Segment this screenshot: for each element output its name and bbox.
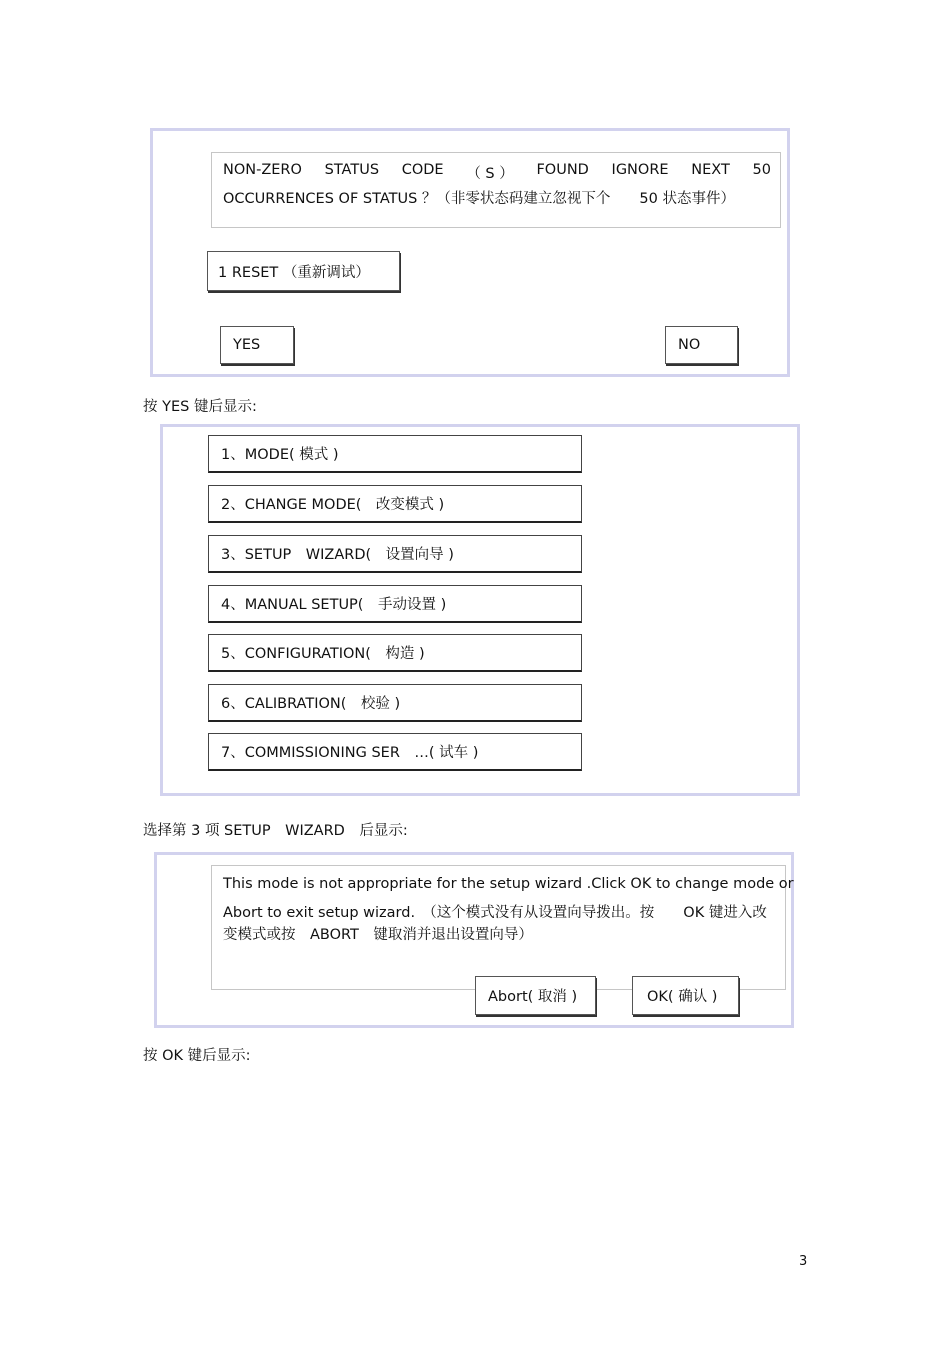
- menu-item-configuration[interactable]: 5、CONFIGURATION( 构造 ): [208, 634, 582, 672]
- ok-button[interactable]: OK( 确认 ): [632, 976, 739, 1015]
- status-message-word: 50: [752, 162, 771, 178]
- menu-item-manual-setup[interactable]: 4、MANUAL SETUP( 手动设置 ): [208, 585, 582, 623]
- status-message-line1: [223, 162, 771, 183]
- status-message-word: IGNORE: [611, 162, 669, 178]
- page-number: 3: [799, 1254, 808, 1269]
- caption-after-ok: 按 OK 键后显示:: [143, 1048, 251, 1064]
- status-message-word: （ S ）: [466, 166, 514, 182]
- status-message-word: STATUS: [324, 162, 380, 178]
- no-button[interactable]: NO: [665, 326, 738, 364]
- status-message-line2: OCCURRENCES OF STATUS ？（非零状态码建立忽视下个 50 状态事件）: [223, 191, 735, 207]
- wizard-message-line3: 变模式或按 ABORT 键取消并退出设置向导）: [223, 927, 533, 943]
- menu-item-change-mode[interactable]: 2、CHANGE MODE( 改变模式 ): [208, 485, 582, 523]
- menu-item-commissioning[interactable]: 7、COMMISSIONING SER …( 试车 ): [208, 733, 582, 771]
- menu-item-calibration[interactable]: 6、CALIBRATION( 校验 ): [208, 684, 582, 722]
- caption-after-yes: 按 YES 键后显示:: [143, 399, 257, 415]
- status-message-word: CODE: [401, 162, 444, 178]
- status-message-word: FOUND: [536, 162, 589, 178]
- wizard-message-line2: Abort to exit setup wizard. （这个模式没有从设置向导拨出。按 OK 键进入改: [223, 905, 767, 921]
- status-message-word: NON-ZERO: [223, 162, 302, 178]
- menu-item-mode[interactable]: 1、MODE( 模式 ): [208, 435, 582, 473]
- caption-after-select: 选择第 3 项 SETUP WIZARD 后显示:: [143, 823, 408, 839]
- wizard-message-line1: This mode is not appropriate for the setup wizard .Click OK to change mode or: [223, 876, 794, 892]
- status-message-word: NEXT: [691, 162, 730, 178]
- abort-button[interactable]: Abort( 取消 ): [475, 976, 596, 1015]
- yes-button[interactable]: YES: [220, 326, 294, 364]
- reset-button[interactable]: 1 RESET （重新调试）: [207, 251, 400, 291]
- menu-item-setup-wizard[interactable]: 3、SETUP WIZARD( 设置向导 ): [208, 535, 582, 573]
